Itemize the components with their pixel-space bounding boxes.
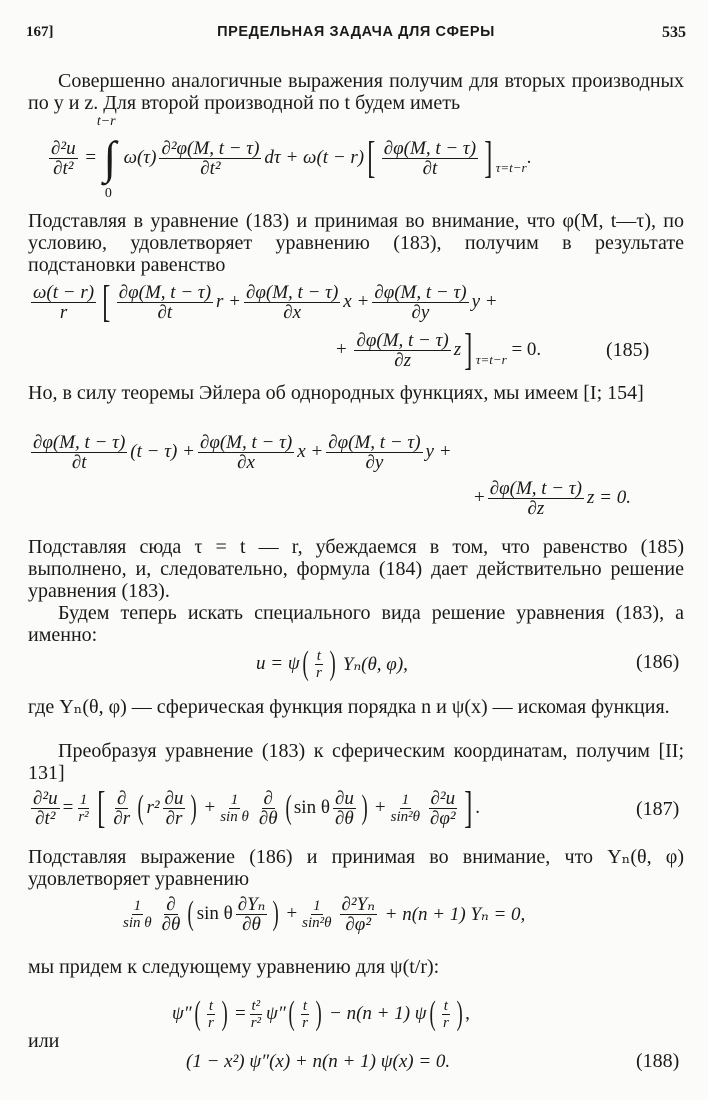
paragraph-4: Подставляя сюда τ = t — r, убеждаемся в том, что равенство (185) выполнено, и, следовательно, формула (184) дает действительно решение уравнения (183). [28, 536, 684, 602]
paragraph-9: мы придем к следующему уравнению для ψ(t/r): [28, 956, 440, 978]
equation-number-187: (187) [636, 798, 680, 820]
equation-188: (1 − x²) ψ″(x) + n(n + 1) ψ(x) = 0. [186, 1051, 451, 1072]
equation-spherical-function: 1 sin θ ∂ ∂θ ( sin θ ∂Yₙ ∂θ ) + $\frac{1}{\text{sin²θ}}$ ∂²Yₙ ∂φ² + n(n + 1) Yₙ = 0, [123, 893, 526, 935]
paragraph-8: Подставляя выражение (186) и принимая во внимание, что Yₙ(θ, φ) удовлетворяет уравнению [28, 846, 684, 890]
equation-euler-line-2: + $\frac{\partial\varphi(M, t - \tau)}{\partial z}$ z = 0. [474, 477, 631, 519]
equation-psi-second: ψ″ ( t r ) = $\frac{\text{t²}}{\text{r²}}$ ψ″ ( t r ) − n(n + 1) ψ ( t r ) , [172, 995, 470, 1032]
paragraph-1: Совершенно аналогичные выражения получим для вторых производных по y и z. Для второй производной по t будем иметь [28, 70, 684, 114]
equation-186: u = ψ ( t r ) Yₙ(θ, φ), [256, 645, 408, 682]
paragraph-10: или [28, 1030, 60, 1052]
paragraph-6: где Yₙ(θ, φ) — сферическая функция порядка n и ψ(x) — искомая функция. [28, 696, 670, 718]
equation-number-185: (185) [606, 339, 650, 361]
equation-d2u-dt2: $\frac{\text{∂²u}}{\text{∂t²}}$ = t−r ∫ 0 ω(τ) ∂²φ(M, t − τ) ∂t² dτ + ω(t − r) [ ∂φ(M, t − τ) ∂t ] τ=t−r . [51, 114, 532, 201]
page-number: 535 [662, 24, 686, 41]
section-number: 167] [26, 24, 54, 40]
running-header [26, 24, 686, 46]
equation-185-line-2: + $\frac{\partial\varphi(M, t - \tau)}{\partial z}$ z ] τ=t−r = 0. [336, 325, 542, 374]
equation-185-line-1: ω(t − r) r [ ∂φ(M, t − τ) ∂t r + $\frac{\partial\varphi(M, t - \tau)}{\partial x}$ x + $\frac{\partial\varphi(M, t - \tau)}{\partial y}$ y + [33, 277, 498, 326]
equation-number-188: (188) [636, 1050, 680, 1072]
equation-euler-line-1: ∂φ(M, t − τ) ∂t (t − τ) + $\frac{\partial\varphi(M, t - \tau)}{\partial x}$ x + $\frac{\partial\varphi(M, t - \tau)}{\partial y}$ y + [33, 431, 452, 473]
equation-187: $\frac{\text{∂²u}}{\text{∂t²}}$ = $\frac{1}{\text{r²}}$ [ ∂ ∂r ( r² ∂u ∂r ) + $\frac{1}{\text{sin θ}}$ ∂ ∂θ ( sin θ ∂u ∂θ ) + $\frac{1}{\text{sin²θ}}$ ∂²u ∂φ² ] . [33, 783, 481, 832]
paragraph-2: Подставляя в уравнение (183) и принимая во внимание, что φ(M, t—τ), по условию, удовлетворяет уравнению (183), получим в результате подстановки равенство [28, 210, 684, 276]
equation-number-186: (186) [636, 651, 680, 673]
paragraph-3: Но, в силу теоремы Эйлера об однородных функциях, мы имеем [I; 154] [28, 382, 644, 404]
paragraph-7: Преобразуя уравнение (183) к сферическим координатам, получим [II; 131] [28, 740, 684, 784]
paragraph-5: Будем теперь искать специального вида решение уравнения (183), а именно: [28, 602, 684, 646]
page-title: ПРЕДЕЛЬНАЯ ЗАДАЧА ДЛЯ СФЕРЫ [217, 24, 495, 40]
